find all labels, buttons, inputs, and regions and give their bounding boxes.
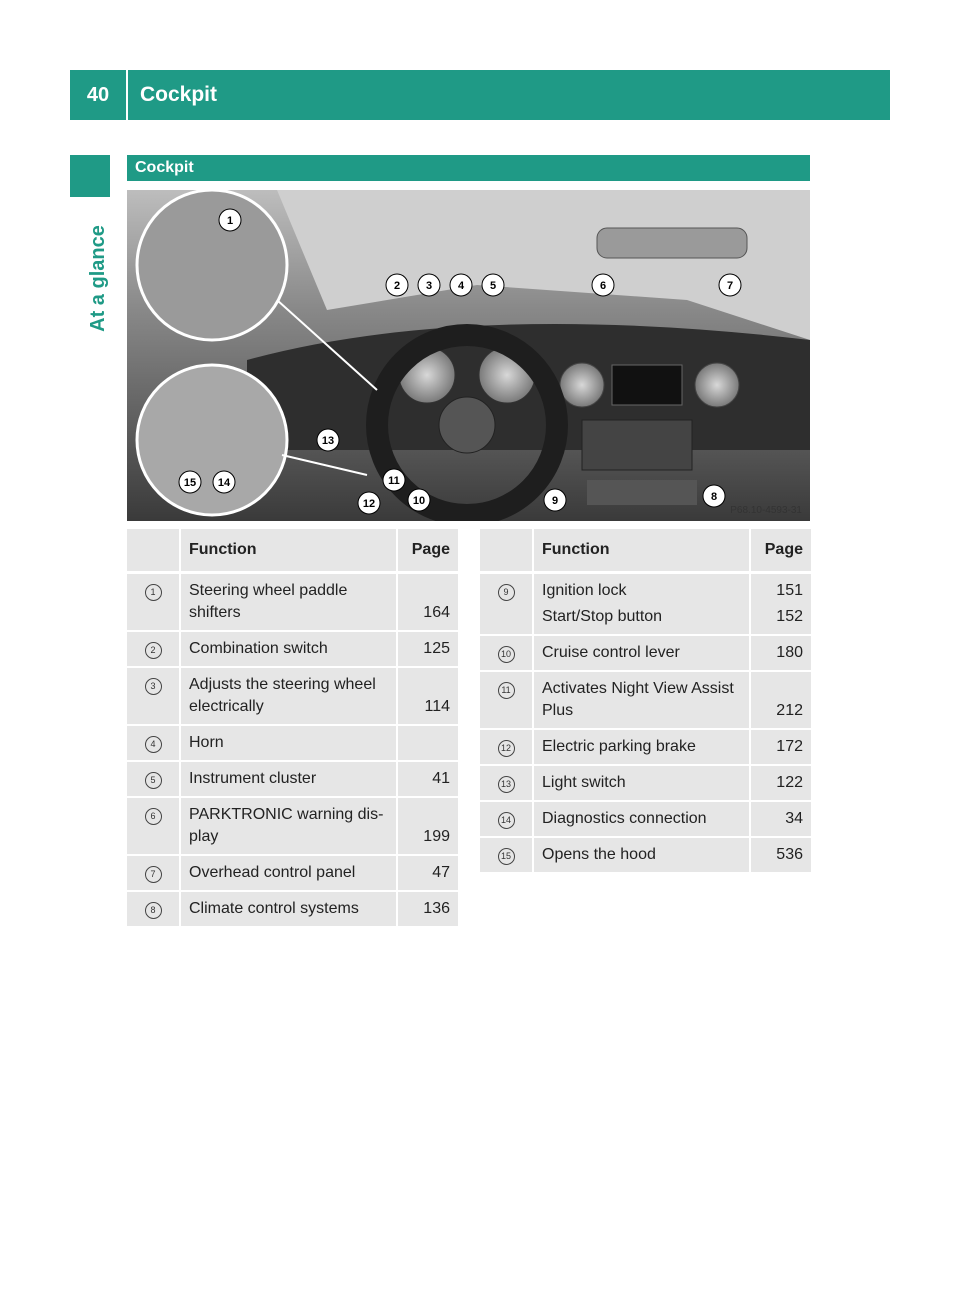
page-ref: 180 <box>749 634 811 670</box>
page-ref: 34 <box>749 800 811 836</box>
callout-8 <box>703 485 725 507</box>
callout-5 <box>482 274 504 296</box>
function-text: Instrument cluster <box>189 770 317 787</box>
function-text: Combination switch <box>189 640 328 657</box>
function-text: play <box>189 828 219 845</box>
item-number: 15 <box>498 848 515 865</box>
section-title: Cockpit <box>135 159 194 176</box>
table-row <box>127 630 458 666</box>
table-row <box>127 760 458 796</box>
function-text: shifters <box>189 604 241 621</box>
figure-code: P68.10-4593-31 <box>730 505 802 516</box>
callout-2 <box>386 274 408 296</box>
svg-text:11: 11 <box>388 475 400 487</box>
callout-6 <box>592 274 614 296</box>
item-number: 10 <box>498 646 515 663</box>
table-header-row <box>480 529 811 572</box>
table-header-row <box>127 529 458 572</box>
svg-text:14: 14 <box>217 477 231 489</box>
table-row <box>480 728 811 764</box>
svg-text:5: 5 <box>489 280 497 292</box>
svg-text:6: 6 <box>599 280 607 292</box>
page-number: 40 <box>86 83 110 106</box>
table-row <box>480 670 811 728</box>
svg-text:10: 10 <box>412 495 426 507</box>
callout-4 <box>450 274 472 296</box>
item-number: 8 <box>145 902 162 919</box>
svg-text:13: 13 <box>321 435 335 447</box>
callout-11 <box>383 469 405 491</box>
function-text: Diagnostics connection <box>542 810 707 827</box>
item-number: 12 <box>498 740 515 757</box>
function-table-right <box>480 529 811 872</box>
function-text: Cruise control lever <box>542 644 680 661</box>
function-text: Opens the hood <box>542 846 656 863</box>
callout-15 <box>179 471 201 493</box>
page-ref: 164 <box>396 572 458 630</box>
svg-text:12: 12 <box>362 498 376 510</box>
table-row <box>480 800 811 836</box>
page-ref: 41 <box>396 760 458 796</box>
header-function: Function <box>181 529 396 572</box>
function-text: Horn <box>189 734 224 751</box>
cockpit-illustration <box>127 190 810 521</box>
svg-text:9: 9 <box>551 495 559 507</box>
function-text: Ignition lock <box>542 582 627 599</box>
item-number: 5 <box>145 772 162 789</box>
table-row <box>127 796 458 854</box>
page-ref <box>396 724 458 760</box>
callout-3 <box>418 274 440 296</box>
function-text: Adjusts the steering wheel <box>189 676 376 693</box>
callout-9 <box>544 489 566 511</box>
item-number: 7 <box>145 866 162 883</box>
page-ref: 536 <box>749 836 811 872</box>
function-text: Steering wheel paddle <box>189 582 348 599</box>
item-number: 6 <box>145 808 162 825</box>
function-text: PARKTRONIC warning dis- <box>189 806 384 823</box>
svg-text:4: 4 <box>457 280 465 292</box>
function-text: Overhead control panel <box>189 864 356 881</box>
cockpit-photo <box>127 190 810 521</box>
svg-text:1: 1 <box>226 215 234 227</box>
item-number: 4 <box>145 736 162 753</box>
header-page: Page <box>749 529 811 572</box>
page-ref: 151 <box>776 582 803 599</box>
page-ref: 212 <box>749 670 811 728</box>
table-row <box>127 854 458 890</box>
page-ref: 125 <box>396 630 458 666</box>
callout-12 <box>358 492 380 514</box>
table-row <box>127 572 458 630</box>
function-text: Plus <box>542 702 574 719</box>
callout-1 <box>219 209 241 231</box>
svg-text:2: 2 <box>393 280 401 292</box>
side-tab <box>70 198 126 358</box>
callout-14 <box>213 471 235 493</box>
header-page: Page <box>396 529 458 572</box>
item-number: 1 <box>145 584 162 601</box>
page-ref: 47 <box>396 854 458 890</box>
function-table-left <box>127 529 458 926</box>
callout-13 <box>317 429 339 451</box>
table-row <box>480 572 811 634</box>
item-number: 2 <box>145 642 162 659</box>
function-text: Start/Stop button <box>542 608 663 625</box>
page-ref: 136 <box>396 890 458 926</box>
item-number: 11 <box>498 682 515 699</box>
section-heading <box>127 155 810 181</box>
chapter-title: Cockpit <box>140 83 218 106</box>
callout-7 <box>719 274 741 296</box>
item-number: 9 <box>498 584 515 601</box>
svg-text:15: 15 <box>183 477 197 489</box>
page-ref: 172 <box>749 728 811 764</box>
function-text: electrically <box>189 698 264 715</box>
header-function: Function <box>534 529 749 572</box>
table-row <box>127 890 458 926</box>
side-marker <box>70 155 110 197</box>
table-row <box>127 724 458 760</box>
function-text: Electric parking brake <box>542 738 696 755</box>
svg-text:7: 7 <box>726 280 734 292</box>
table-row <box>127 666 458 724</box>
page-ref: 199 <box>396 796 458 854</box>
header-number <box>127 529 181 572</box>
side-tab-label: At a glance <box>86 224 109 332</box>
page-header <box>70 70 890 120</box>
table-row <box>480 836 811 872</box>
function-text: Light switch <box>542 774 626 791</box>
table-row <box>480 634 811 670</box>
item-number: 13 <box>498 776 515 793</box>
page-ref: 152 <box>776 608 803 625</box>
item-number: 14 <box>498 812 515 829</box>
function-text: Climate control systems <box>189 900 359 917</box>
function-text: Activates Night View Assist <box>542 680 734 697</box>
svg-text:8: 8 <box>710 491 718 503</box>
item-number: 3 <box>145 678 162 695</box>
svg-text:3: 3 <box>425 280 433 292</box>
callout-10 <box>408 489 430 511</box>
header-number <box>480 529 534 572</box>
table-row <box>480 764 811 800</box>
header-divider <box>126 70 128 120</box>
page-ref: 114 <box>396 666 458 724</box>
page-ref: 122 <box>749 764 811 800</box>
